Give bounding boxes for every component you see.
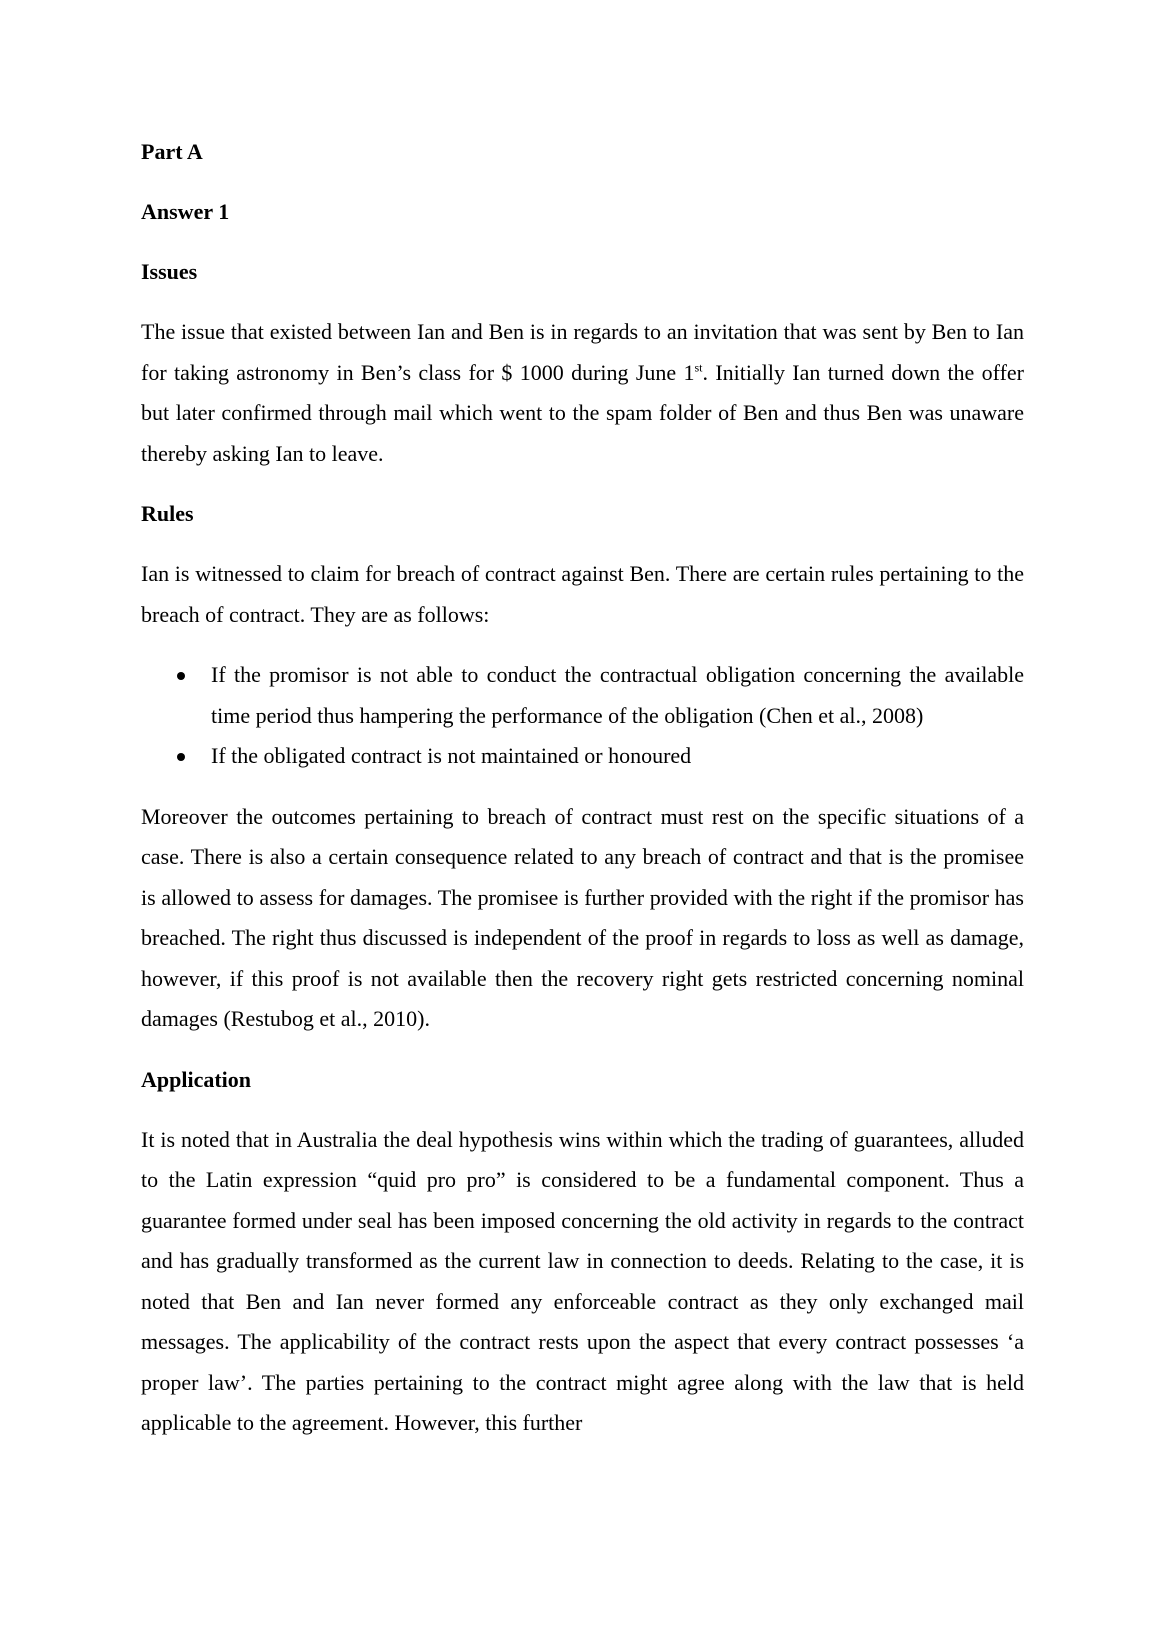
list-item: [141, 736, 1024, 777]
list-item: [141, 655, 1024, 736]
part-heading: Part A: [141, 139, 203, 164]
application-paragraph: It is noted that in Australia the deal hypothesis wins within which the trading of guarantees, alluded to the Latin expression “quid pro pro” is considered to be a fundamental component. Thus a guarantee formed under seal has been imposed concerning the old activity in regards to the contract and has gradually transformed as the current law in connection to deeds. Relating to the case, it is noted that Ben and Ian never formed any enforceable contract as they only exchanged mail messages. The applicability of the contract rests upon the aspect that every contract possesses ‘a proper law’. The parties pertaining to the contract might agree along with the law that is held applicable to the agreement. However, this further: [141, 1126, 1024, 1435]
rules-intro-paragraph: Ian is witnessed to claim for breach of contract against Ben. There are certain rules pertaining to the breach of contract. They are as follows:: [141, 561, 1024, 627]
issues-text-start: The issue that existed between Ian and Ben is in regards to an invitation that was sent by Ben to Ian for taking astronomy in Ben’s class for $ 1000 during June 1: [141, 319, 1024, 385]
bullet-icon: [177, 753, 185, 761]
application-heading: Application: [141, 1066, 252, 1092]
bullet-text: If the obligated contract is not maintained or honoured: [211, 743, 692, 768]
bullet-text: If the promisor is not able to conduct the contractual obligation concerning the available time period thus hampering the performance of the obligation (Chen et al., 2008): [211, 662, 1024, 728]
rules-followup-paragraph: Moreover the outcomes pertaining to breach of contract must rest on the specific situations of a case. There is also a certain consequence related to any breach of contract and that is the promisee is allowed to assess for damages. The promisee is further provided with the right if the promisor has breached. The right thus discussed is independent of the proof in regards to loss as well as damage, however, if this proof is not available then the recovery right gets restricted concerning nominal damages (Restubog et al., 2010).: [141, 803, 1024, 1031]
rules-heading: Rules: [141, 501, 194, 526]
issues-paragraph: [141, 312, 1024, 474]
issues-text-end: . Initially Ian turned down the offer but later confirmed through mail which went to the spam folder of Ben and thus Ben was unaware thereby asking Ian to leave.: [141, 359, 1024, 466]
issues-heading: Issues: [141, 259, 198, 284]
ordinal-suffix: st: [694, 360, 703, 375]
bullet-icon: [177, 672, 185, 680]
rules-bullet-list: [141, 655, 1024, 777]
document-page: [141, 132, 1024, 1464]
answer-heading: Answer 1: [141, 199, 230, 224]
